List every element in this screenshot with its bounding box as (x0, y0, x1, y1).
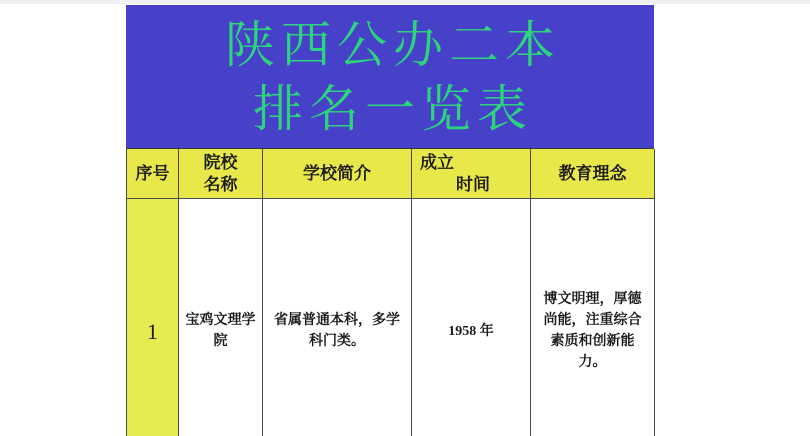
row-philosophy-value: 博文明理，厚德尚能，注重综合素质和创新能力。 (543, 292, 642, 370)
column-header-founded (412, 149, 531, 199)
column-header-name (179, 149, 263, 199)
row-intro-value: 省属普通本科，多学科门类。 (274, 313, 400, 349)
page-title-line2: 排名一览表 (253, 80, 533, 137)
row-cell-founded (412, 199, 531, 436)
column-header-founded-line1: 成立 (420, 152, 454, 172)
column-header-index-label: 序号 (135, 163, 170, 183)
row-cell-intro (263, 199, 412, 436)
column-header-intro (263, 149, 412, 199)
column-header-index (127, 149, 179, 199)
row-name-value: 宝鸡文理学院 (185, 313, 256, 349)
column-header-philosophy (531, 149, 655, 199)
column-header-founded-line2: 时间 (456, 174, 490, 194)
row-cell-index (127, 199, 179, 436)
row-cell-name (179, 199, 263, 436)
column-header-name-line2: 名称 (203, 174, 238, 194)
column-header-philosophy-label: 教育理念 (558, 163, 627, 183)
row-founded-value: 1958 年 (448, 323, 494, 339)
column-header-intro-label: 学校简介 (303, 163, 371, 183)
top-edge-strip (0, 0, 810, 4)
column-header-name-line1: 院校 (203, 152, 238, 172)
page-title-line1: 陕西公办二本 (225, 16, 561, 73)
ranking-table (126, 148, 654, 436)
row-cell-philosophy (531, 199, 655, 436)
row-index-value: 1 (147, 318, 158, 344)
title-banner (126, 5, 654, 148)
